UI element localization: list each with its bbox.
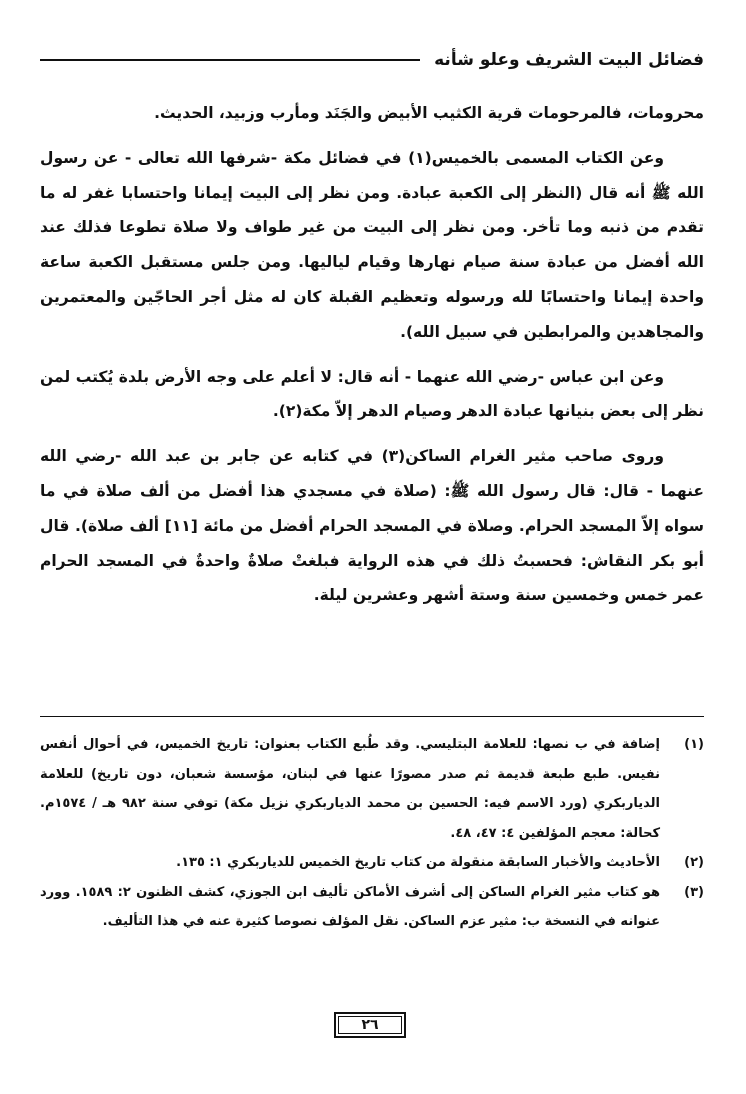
paragraph: وعن ابن عباس -رضي الله عنهما - أنه قال: لا أعلم على وجه الأرض بلدة يُكتب لمن نظر إلى بعض بنيانها عبادة الدهر وصيام الدهر إلاّ مكة(٢). xyxy=(40,367,704,421)
page-number-label: ٢٦ xyxy=(361,1017,379,1033)
footnote-number: (٢) xyxy=(684,855,704,870)
page-number xyxy=(334,1012,406,1038)
main-text xyxy=(40,96,704,613)
footnote-text: الأحاديث والأخبار السابقة منقولة من كتاب تاريخ الخميس للدياربكري ١: ١٣٥. xyxy=(176,855,660,870)
footnote-item xyxy=(40,730,704,848)
footnote-text: هو كتاب مثير الغرام الساكن إلى أشرف الأماكن تأليف ابن الجوزي، كشف الظنون ٢: ١٥٨٩. وورد عنوانه في النسخة ب: مثير عزم الساكن. نقل المؤلف نصوصا كثيرة عنه في هذا التأليف. xyxy=(40,884,660,929)
running-header xyxy=(40,44,704,76)
footnote-number: (١) xyxy=(684,737,704,752)
footnotes xyxy=(40,730,704,937)
footnote-item xyxy=(40,848,704,878)
header-rule xyxy=(40,59,420,61)
footnote-item xyxy=(40,878,704,937)
footnote-number: (٣) xyxy=(684,884,704,900)
paragraph: وعن الكتاب المسمى بالخميس(١) في فضائل مكة -شرفها الله تعالى - عن رسول الله ﷺ أنه قال (النظر إلى الكعبة عبادة. ومن نظر إلى البيت إيمانا واحتسابا غفر له ما تقدم من ذنبه وما تأخر. ومن نظر إلى البيت من غير طواف ولا صلاة تطوعا فذلك عند الله أفضل من عبادة سنة صيام نهارها وقيام لياليها. ومن جلس مستقبل الكعبة ساعة واحدة إيمانا واحتسابًا لله ورسوله وتعظيم القبلة كان له مثل أجر الحاجّين والمعتمرين والمجاهدين والمرابطين في سبيل الله). xyxy=(40,148,704,341)
paragraph: وروى صاحب مثير الغرام الساكن(٣) في كتابه عن جابر بن عبد الله -رضي الله عنهما - قال: قال رسول الله ﷺ: (صلاة في مسجدي هذا أفضل من ألف صلاة في ما سواه إلاّ المسجد الحرام. وصلاة في المسجد الحرام أفضل من مائة [١١] ألف صلاة). قال أبو بكر النقاش: فحسبتُ ذلك في هذه الرواية فبلغتْ صلاةٌ واحدةٌ في المسجد الحرام عمر خمس وخمسين سنة وستة أشهر وعشرين ليلة. xyxy=(40,447,704,605)
footnote-separator xyxy=(40,716,704,717)
header-title: فضائل البيت الشريف وعلو شأنه xyxy=(434,50,704,70)
footnote-text: إضافة في ب نصها: للعلامة البتليسي. وقد طُبع الكتاب بعنوان: تاريخ الخميس، في أحوال أنفس نفيس. طبع طبعة قديمة ثم صدر مصورًا عنها في لبنان، مؤسسة شعبان، دون تاريخ) للعلامة الدياربكري (ورد الاسم فيه: الحسين بن محمد الدياربكري نزيل مكة) توفي سنة ٩٨٢ هـ / ١٥٧٤م. كحالة: معجم المؤلفين ٤: ٤٧، ٤٨. xyxy=(40,737,660,841)
paragraph: محرومات، فالمرحومات قرية الكثيب الأبيض والجَنَد ومأرب وزبيد، الحديث. xyxy=(154,104,704,122)
